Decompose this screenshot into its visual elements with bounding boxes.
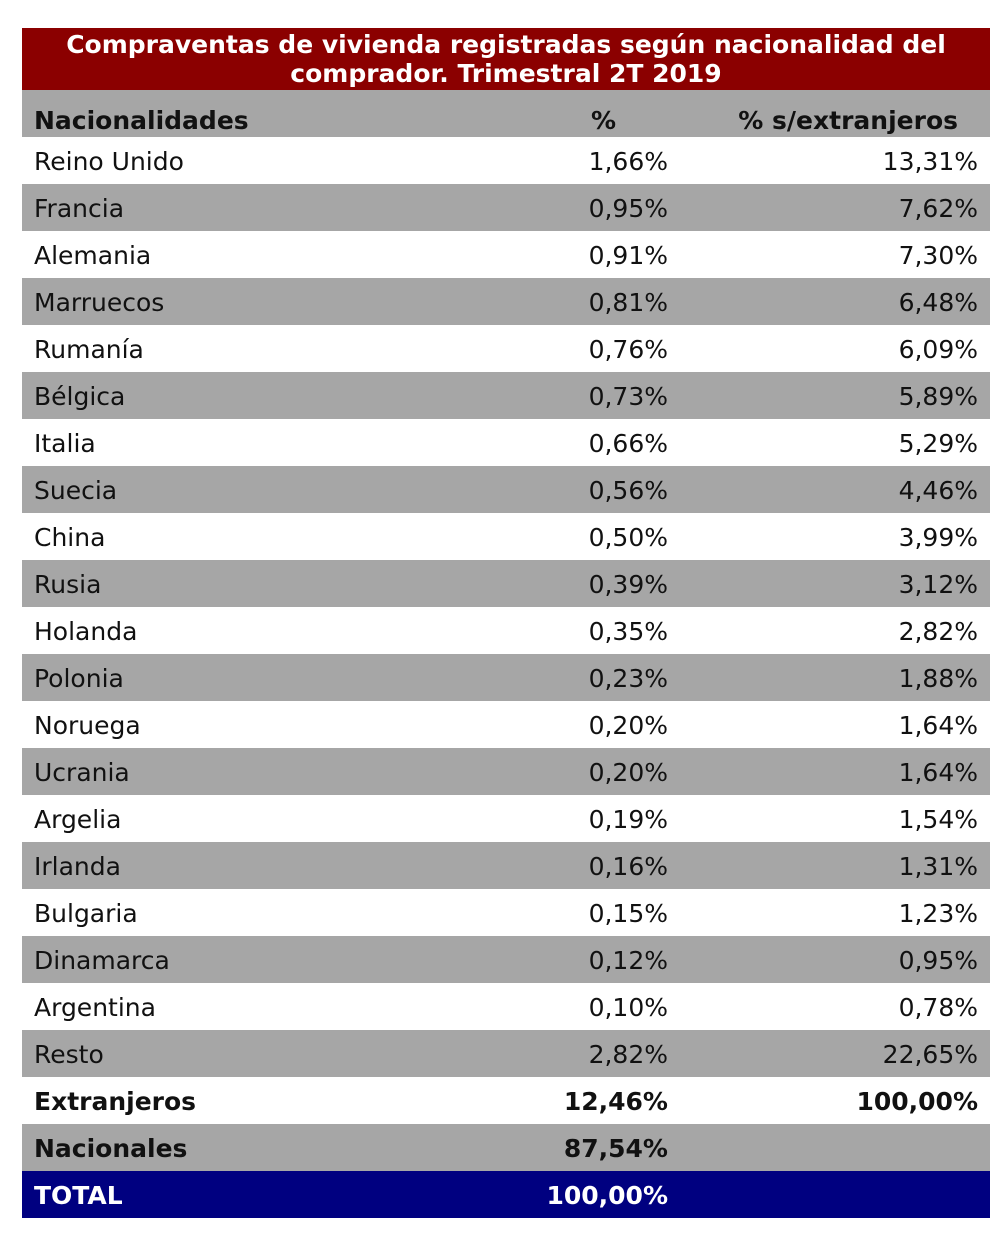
cell-percent-foreigners: 7,62%: [898, 194, 978, 223]
cell-percent-foreigners: 1,64%: [898, 711, 978, 740]
summary-pct-ext-extranjeros: 100,00%: [856, 1087, 978, 1116]
cell-percent: 0,12%: [588, 946, 668, 975]
cell-percent: 0,66%: [588, 429, 668, 458]
cell-nationality: Irlanda: [34, 852, 121, 881]
cell-nationality: Dinamarca: [34, 946, 170, 975]
cell-percent: 0,20%: [588, 758, 668, 787]
cell-percent: 2,82%: [588, 1040, 668, 1069]
table-row: [22, 231, 990, 278]
cell-percent: 0,19%: [588, 805, 668, 834]
cell-nationality: Rusia: [34, 570, 102, 599]
cell-percent-foreigners: 4,46%: [898, 476, 978, 505]
cell-percent-foreigners: 5,89%: [898, 382, 978, 411]
table-row: [22, 137, 990, 184]
summary-row-nacionales: [22, 1124, 990, 1171]
summary-pct-extranjeros: 12,46%: [563, 1087, 668, 1116]
table-row: [22, 419, 990, 466]
table-row: [22, 936, 990, 983]
nationality-table: [22, 28, 990, 1218]
table-row: [22, 889, 990, 936]
cell-nationality: Alemania: [34, 241, 152, 270]
cell-percent-foreigners: 7,30%: [898, 241, 978, 270]
table-row: [22, 607, 990, 654]
column-header-percent: %: [590, 106, 616, 135]
cell-nationality: Bélgica: [34, 382, 126, 411]
cell-nationality: Holanda: [34, 617, 138, 646]
summary-row-extranjeros: [22, 1077, 990, 1124]
table-row: [22, 701, 990, 748]
table-row: [22, 560, 990, 607]
table-row: [22, 1030, 990, 1077]
summary-pct-nacionales: 87,54%: [563, 1134, 668, 1163]
table-row: [22, 184, 990, 231]
cell-percent-foreigners: 0,78%: [898, 993, 978, 1022]
cell-percent-foreigners: 1,54%: [898, 805, 978, 834]
cell-percent-foreigners: 2,82%: [898, 617, 978, 646]
cell-percent-foreigners: 6,09%: [898, 335, 978, 364]
cell-nationality: Italia: [34, 429, 96, 458]
table-header-row: [22, 90, 990, 137]
cell-percent: 0,73%: [588, 382, 668, 411]
cell-percent-foreigners: 6,48%: [898, 288, 978, 317]
cell-percent: 0,81%: [588, 288, 668, 317]
table-title-line-1: Compraventas de vivienda registradas según nacionalidad del: [66, 30, 946, 59]
cell-percent-foreigners: 3,99%: [898, 523, 978, 552]
cell-percent: 0,50%: [588, 523, 668, 552]
table-row: [22, 983, 990, 1030]
cell-percent: 0,76%: [588, 335, 668, 364]
summary-label-total: TOTAL: [34, 1181, 123, 1210]
cell-percent-foreigners: 5,29%: [898, 429, 978, 458]
cell-nationality: Rumanía: [34, 335, 144, 364]
cell-percent-foreigners: 1,23%: [898, 899, 978, 928]
table-row: [22, 654, 990, 701]
cell-percent: 0,10%: [588, 993, 668, 1022]
table-row: [22, 325, 990, 372]
cell-nationality: Francia: [34, 194, 125, 223]
summary-label-nacionales: Nacionales: [34, 1134, 188, 1163]
cell-nationality: Ucrania: [34, 758, 130, 787]
cell-nationality: Marruecos: [34, 288, 165, 317]
cell-percent-foreigners: 3,12%: [898, 570, 978, 599]
table-row: [22, 278, 990, 325]
cell-percent: 0,56%: [588, 476, 668, 505]
cell-nationality: Resto: [34, 1040, 104, 1069]
table-row: [22, 842, 990, 889]
table-row: [22, 372, 990, 419]
cell-percent-foreigners: 22,65%: [882, 1040, 978, 1069]
cell-percent: 0,15%: [588, 899, 668, 928]
table-body: [22, 137, 990, 1077]
cell-nationality: Polonia: [34, 664, 124, 693]
cell-nationality: Argelia: [34, 805, 122, 834]
cell-percent-foreigners: 1,31%: [898, 852, 978, 881]
cell-percent: 0,95%: [588, 194, 668, 223]
cell-percent: 0,91%: [588, 241, 668, 270]
table-row: [22, 466, 990, 513]
cell-percent-foreigners: 1,64%: [898, 758, 978, 787]
table-title-line-2: comprador. Trimestral 2T 2019: [290, 59, 722, 88]
cell-percent: 0,35%: [588, 617, 668, 646]
table-title: [22, 28, 990, 90]
cell-percent: 0,39%: [588, 570, 668, 599]
table-row: [22, 513, 990, 560]
table-row: [22, 748, 990, 795]
cell-nationality: Noruega: [34, 711, 141, 740]
summary-label-extranjeros: Extranjeros: [34, 1087, 197, 1116]
cell-nationality: Suecia: [34, 476, 118, 505]
cell-percent: 0,23%: [588, 664, 668, 693]
column-header-percent-foreigners: % s/extranjeros: [738, 106, 958, 135]
cell-percent-foreigners: 0,95%: [898, 946, 978, 975]
cell-nationality: Argentina: [34, 993, 156, 1022]
column-header-nationality: Nacionalidades: [34, 106, 249, 135]
cell-percent-foreigners: 13,31%: [882, 147, 978, 176]
table-row: [22, 795, 990, 842]
cell-percent: 0,16%: [588, 852, 668, 881]
cell-nationality: Reino Unido: [34, 147, 184, 176]
summary-row-total: [22, 1171, 990, 1218]
cell-percent-foreigners: 1,88%: [898, 664, 978, 693]
cell-nationality: China: [34, 523, 106, 552]
cell-nationality: Bulgaria: [34, 899, 138, 928]
summary-pct-total: 100,00%: [546, 1181, 668, 1210]
cell-percent: 0,20%: [588, 711, 668, 740]
cell-percent: 1,66%: [588, 147, 668, 176]
